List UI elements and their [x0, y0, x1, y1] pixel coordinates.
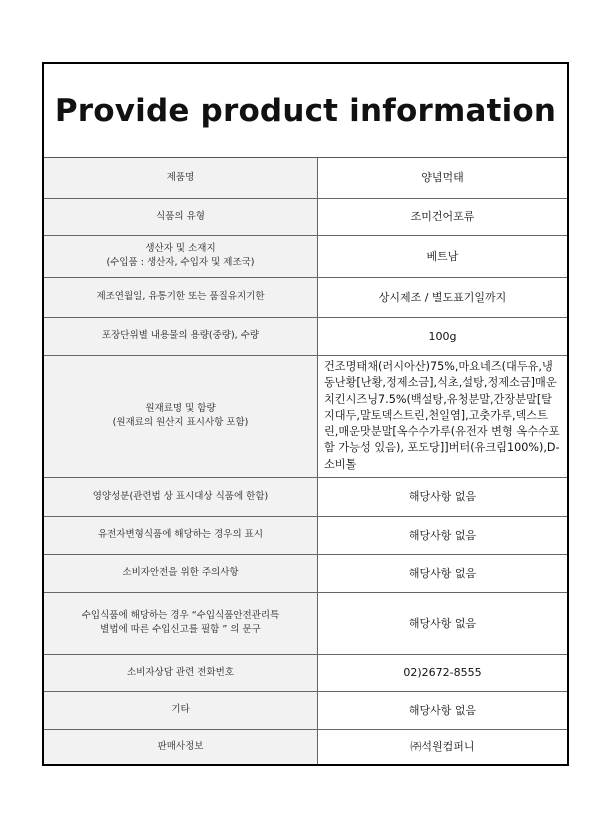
product-info-table: [44, 158, 567, 764]
table-row: [44, 355, 567, 477]
field-value: 조미건어포류: [318, 198, 568, 235]
field-value: 베트남: [318, 235, 568, 277]
field-label-line: 영양성분(관련법 상 표시대상 식품에 한함): [92, 490, 269, 502]
table-row: [44, 592, 567, 654]
field-value: 100g: [318, 317, 568, 355]
field-label: [44, 317, 318, 355]
field-label: [44, 355, 318, 477]
field-label-line: (수입품 : 생산자, 수입자 및 제조국): [106, 257, 255, 268]
field-value: 해당사항 없음: [318, 691, 568, 729]
field-label: [44, 729, 318, 764]
field-label-line: 식품의 유형: [156, 210, 205, 222]
table-row: [44, 691, 567, 729]
field-label: [44, 158, 318, 198]
field-label: [44, 592, 318, 654]
table-row: [44, 277, 567, 317]
table-row: [44, 235, 567, 277]
title-bar: [44, 64, 567, 158]
table-row: [44, 477, 567, 516]
field-label: [44, 554, 318, 592]
field-label-line: 제조연월일, 유통기한 또는 품질유지기한: [96, 291, 265, 302]
table-row: [44, 554, 567, 592]
field-label: [44, 277, 318, 317]
field-value: 해당사항 없음: [318, 516, 568, 554]
page-title: Provide product information: [54, 92, 557, 129]
field-label-line: 포장단위별 내용물의 용량(중량), 수량: [101, 330, 260, 341]
field-value: 해당사항 없음: [318, 592, 568, 654]
field-label: [44, 198, 318, 235]
field-label: [44, 516, 318, 554]
field-value: 02)2672-8555: [318, 654, 568, 691]
field-value: 해당사항 없음: [318, 554, 568, 592]
table-row: [44, 729, 567, 764]
field-label-line: 별법에 따른 수입신고를 필함 ” 의 문구: [100, 624, 261, 635]
field-label: [44, 691, 318, 729]
field-label-line: 기타: [171, 704, 190, 715]
field-value: 해당사항 없음: [318, 477, 568, 516]
table-row: [44, 654, 567, 691]
table-row: [44, 516, 567, 554]
field-value: 양념먹태: [318, 158, 568, 198]
table-row: [44, 317, 567, 355]
field-label-line: 소비자안전을 위한 주의사항: [122, 567, 239, 578]
table-row: [44, 158, 567, 198]
field-label-line: 유전자변형식품에 해당하는 경우의 표시: [97, 529, 264, 540]
field-label-line: 소비자상담 관련 전화번호: [127, 666, 234, 678]
table-row: [44, 198, 567, 235]
field-label-line: 생산자 및 소재지: [145, 243, 216, 254]
product-info-sheet: [42, 62, 569, 766]
field-value: 건조명태채(러시아산)75%,마요네즈(대두유,냉동난황[난황,정제소금],식초,설탕,정제소금]매운치킨시즈닝7.5%(백설탕,유청분말,간장분말[탈지대두,말토덱스트린,천일염],고춧가루,덱스트린,매운맛분말[옥수수가루(유전자 변형 옥수수포함 가능성 있음), 포도당]]버터(유크림100%),D-소비톨: [318, 355, 568, 477]
field-label-line: 판매사정보: [157, 740, 204, 752]
field-label: [44, 477, 318, 516]
field-value: 상시제조 / 별도표기일까지: [318, 277, 568, 317]
field-label-line: 원재료명 및 함량: [145, 403, 216, 414]
field-label: [44, 654, 318, 691]
field-label-line: 수입식품에 해당하는 경우 “수입식품안전관리특: [81, 610, 280, 621]
field-label-line: 제품명: [166, 171, 195, 183]
field-value: ㈜석원컴퍼니: [318, 729, 568, 764]
field-label-line: (원재료의 원산지 표시사항 포함): [112, 417, 249, 428]
field-label: [44, 235, 318, 277]
